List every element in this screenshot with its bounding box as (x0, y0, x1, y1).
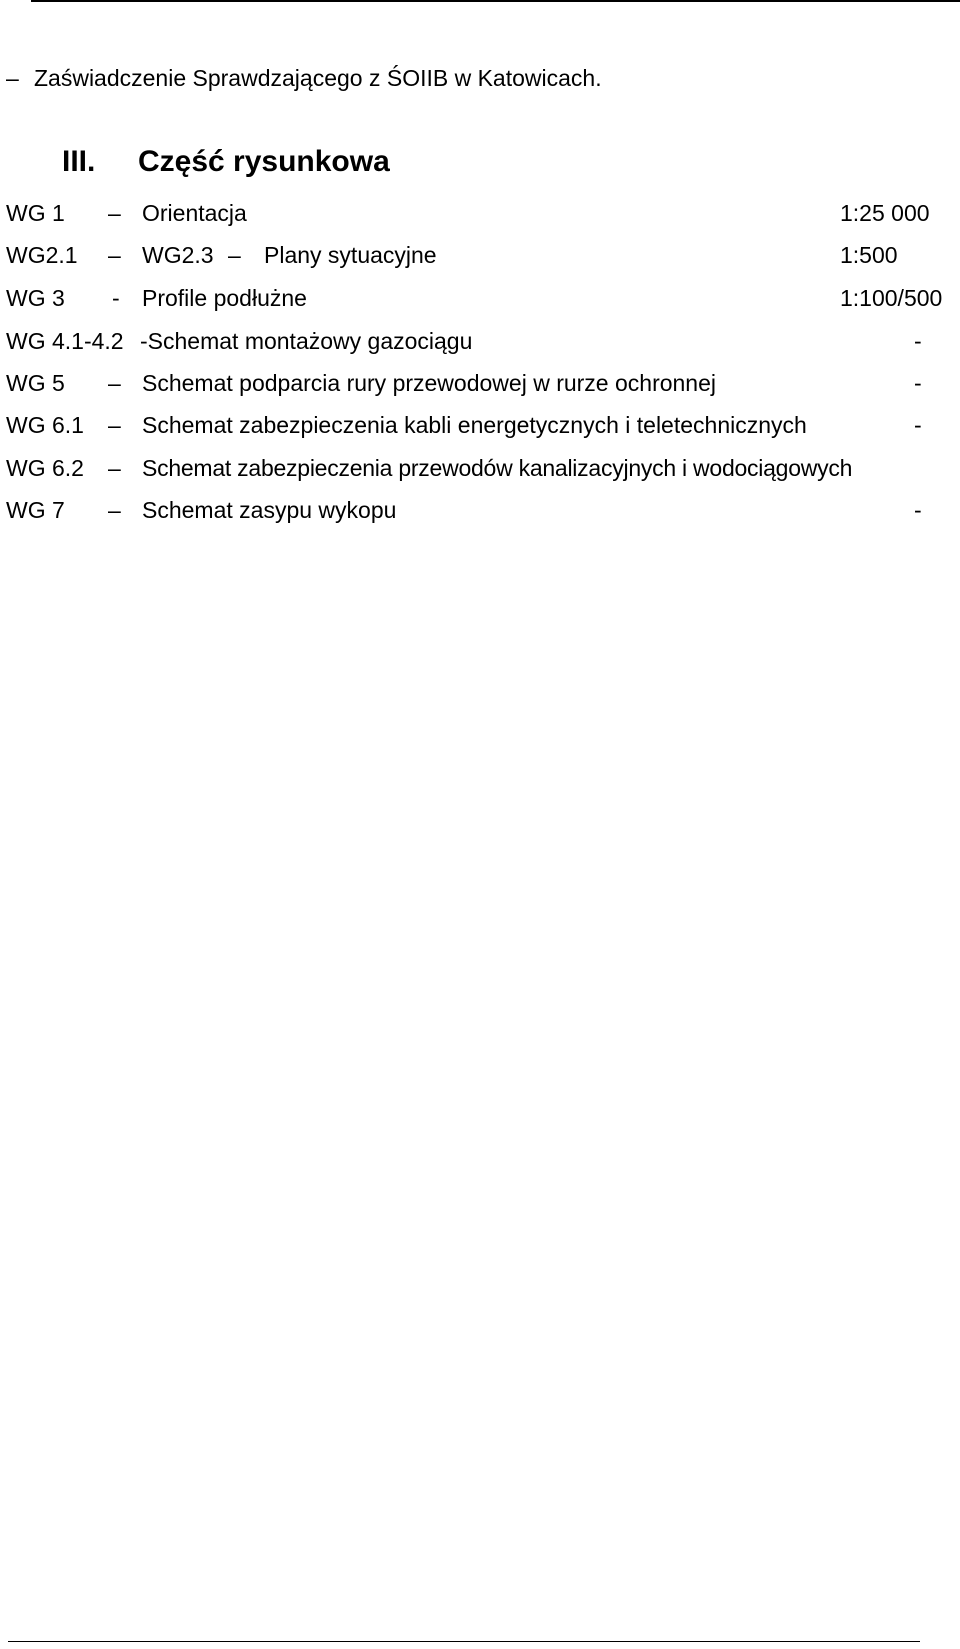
drawing-tail: - (914, 497, 922, 523)
drawing-row (0, 240, 960, 270)
drawing-row (0, 283, 960, 313)
drawing-title: Schemat zasypu wykopu (142, 497, 397, 523)
drawing-title: Schemat podparcia rury przewodowej w rurze ochronnej (142, 370, 717, 396)
intro-line (6, 64, 602, 92)
drawing-title: WG2.3 (142, 242, 214, 268)
section-title: Część rysunkowa (138, 145, 390, 178)
drawing-scale: 1:500 (840, 242, 898, 268)
drawing-code: WG 6.2 (6, 455, 84, 481)
drawing-code: WG 3 (6, 285, 65, 311)
drawing-title: Profile podłużne (142, 285, 307, 311)
intro-text: Zaświadczenie Sprawdzającego z ŚOIIB w Katowicach. (34, 65, 602, 91)
drawing-title: -Schemat montażowy gazociągu (140, 328, 473, 354)
drawing-tail: - (914, 370, 922, 396)
drawing-row (0, 453, 960, 483)
drawing-code: WG 6.1 (6, 412, 84, 438)
drawing-separator: – (108, 455, 121, 481)
footer-rule (8, 1641, 920, 1642)
drawing-code: WG 7 (6, 497, 65, 523)
drawing-separator-2: – (228, 242, 241, 268)
drawing-title-2: Plany sytuacyjne (264, 242, 437, 268)
drawing-scale: 1:100/500 (840, 285, 943, 311)
drawing-separator: – (108, 370, 121, 396)
drawing-row (0, 368, 960, 398)
drawing-title: Schemat zabezpieczenia kabli energetycznych i teletechnicznych (142, 412, 807, 438)
drawing-title: Schemat zabezpieczenia przewodów kanalizacyjnych i wodociągowych (142, 455, 853, 481)
drawing-tail: - (914, 328, 922, 354)
drawing-row (0, 326, 960, 356)
drawing-separator: – (108, 497, 121, 523)
drawing-separator: – (108, 200, 121, 226)
section-number: III. (62, 145, 96, 178)
drawing-code: WG 4.1-4.2 (6, 328, 124, 354)
top-rule (31, 0, 960, 2)
drawing-row (0, 410, 960, 440)
drawing-code: WG 5 (6, 370, 65, 396)
drawing-row (0, 495, 960, 525)
drawing-code: WG 1 (6, 200, 65, 226)
drawing-scale: 1:25 000 (840, 200, 930, 226)
drawing-code: WG2.1 (6, 242, 78, 268)
drawing-title: Orientacja (142, 200, 247, 226)
drawing-row (0, 198, 960, 228)
intro-dash: – (6, 65, 19, 91)
drawing-separator: – (108, 412, 121, 438)
drawing-separator: - (112, 285, 120, 311)
drawing-tail: - (914, 412, 922, 438)
drawing-separator: – (108, 242, 121, 268)
